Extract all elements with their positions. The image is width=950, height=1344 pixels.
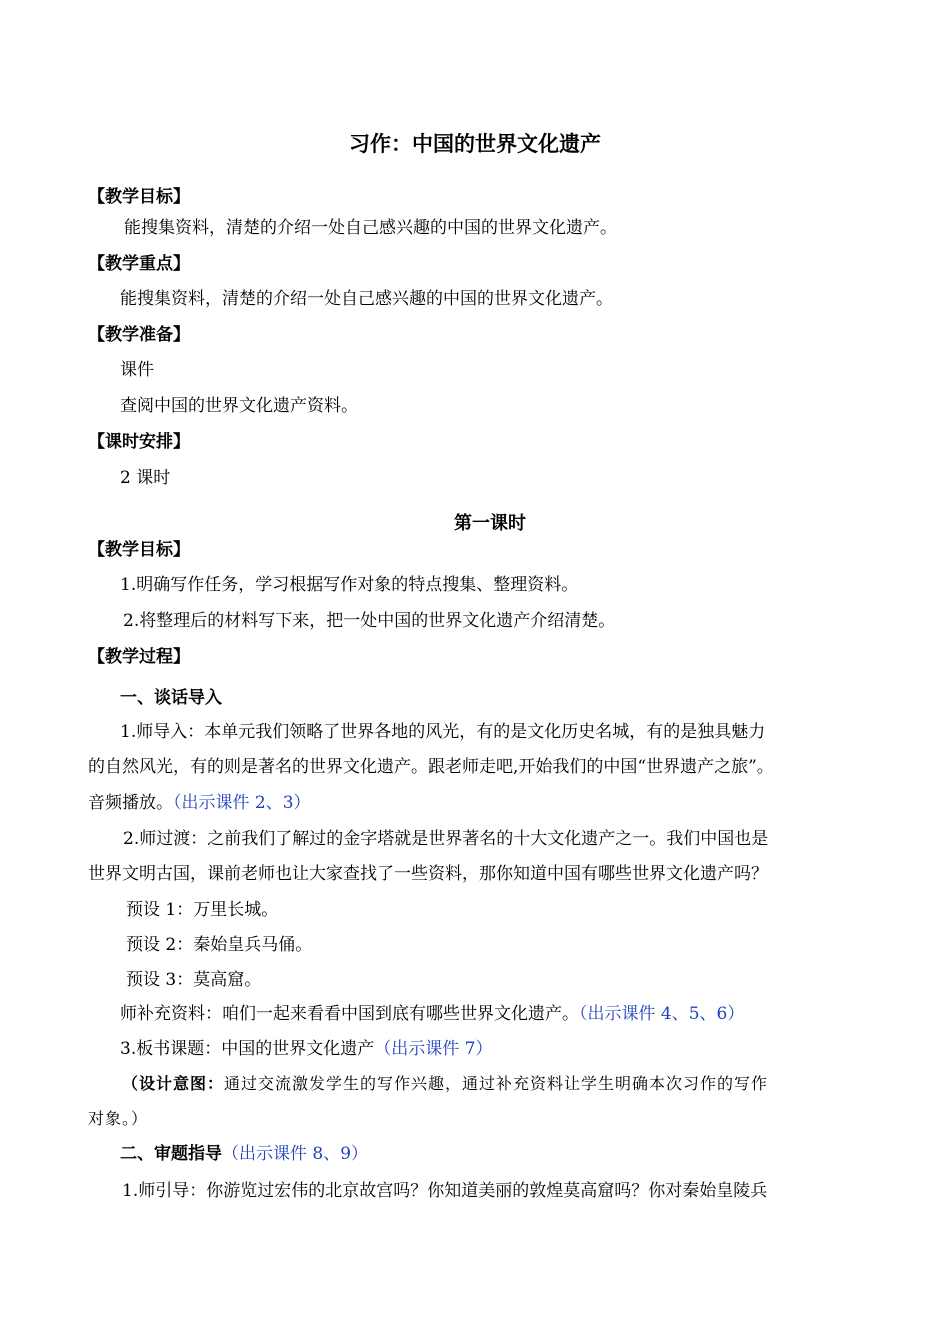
preset-item: 预设 2：秦始皇兵马俑。 [126, 935, 313, 955]
preset-item: 预设 3：莫高窟。 [126, 970, 262, 990]
board-line [120, 1037, 492, 1061]
part1-paragraph-line: 1.师导入：本单元我们领略了世界各地的风光，有的是文化历史名城，有的是独具魅力 [120, 722, 766, 742]
courseware-note: （出示课件 8、9） [222, 1144, 369, 1164]
supplement-line [120, 1002, 744, 1026]
part1-paragraph-line: 世界文明古国，课前老师也让大家查找了一些资料，那你知道中国有哪些世界文化遗产吗？ [88, 864, 768, 884]
lesson-objectives-heading: 【教学目标】 [88, 540, 190, 560]
focus-text: 能搜集资料，清楚的介绍一处自己感兴趣的中国的世界文化遗产。 [120, 289, 613, 309]
design-intent-line: 对象。） [88, 1109, 149, 1128]
document-title: 习作：中国的世界文化遗产 [349, 132, 601, 156]
part1-paragraph-line [88, 791, 311, 815]
part2-heading-line [120, 1142, 368, 1166]
objectives-heading: 【教学目标】 [88, 187, 190, 207]
lesson-title: 第一课时 [454, 513, 526, 534]
process-heading: 【教学过程】 [88, 647, 190, 667]
focus-heading: 【教学重点】 [88, 254, 190, 274]
design-intent-label: （设计意图： [122, 1074, 225, 1093]
lesson-objective: 2.将整理后的材料写下来，把一处中国的世界文化遗产介绍清楚。 [123, 611, 616, 631]
part1-paragraph-line: 2.师过渡：之前我们了解过的金字塔就是世界著名的十大文化遗产之一。我们中国也是 [123, 829, 769, 849]
prep-item: 查阅中国的世界文化遗产资料。 [120, 396, 358, 416]
courseware-note: （出示课件 7） [374, 1039, 493, 1059]
preset-item: 预设 1：万里长城。 [126, 900, 279, 920]
design-intent-line [122, 1072, 768, 1096]
part2-heading: 二、审题指导 [120, 1144, 222, 1164]
paragraph-text: 通过交流激发学生的写作兴趣，通过补充资料让学生明确本次习作的写作 [224, 1074, 769, 1093]
prep-heading: 【教学准备】 [88, 325, 190, 345]
lesson-objective: 1.明确写作任务，学习根据写作对象的特点搜集、整理资料。 [120, 575, 579, 595]
prep-item: 课件 [120, 360, 154, 380]
schedule-text: 2 课时 [120, 468, 171, 488]
schedule-heading: 【课时安排】 [88, 432, 190, 452]
paragraph-text: 师补充资料：咱们一起来看看中国到底有哪些世界文化遗产。 [120, 1004, 579, 1024]
objectives-text: 能搜集资料，清楚的介绍一处自己感兴趣的中国的世界文化遗产。 [124, 218, 617, 238]
part2-paragraph-line: 1.师引导：你游览过宏伟的北京故宫吗？你知道美丽的敦煌莫高窟吗？你对秦始皇陵兵 [122, 1181, 768, 1201]
paragraph-text: 3.板书课题：中国的世界文化遗产 [120, 1039, 375, 1059]
courseware-note: （出示课件 4、5、6） [579, 1004, 745, 1024]
courseware-note: （出示课件 2、3） [173, 793, 311, 813]
part1-heading: 一、谈话导入 [120, 688, 222, 708]
paragraph-text: 音频播放。 [88, 793, 173, 813]
part1-paragraph-line: 的自然风光，有的则是著名的世界文化遗产。跟老师走吧,开始我们的中国“世界遗产之旅”。 [88, 757, 774, 777]
